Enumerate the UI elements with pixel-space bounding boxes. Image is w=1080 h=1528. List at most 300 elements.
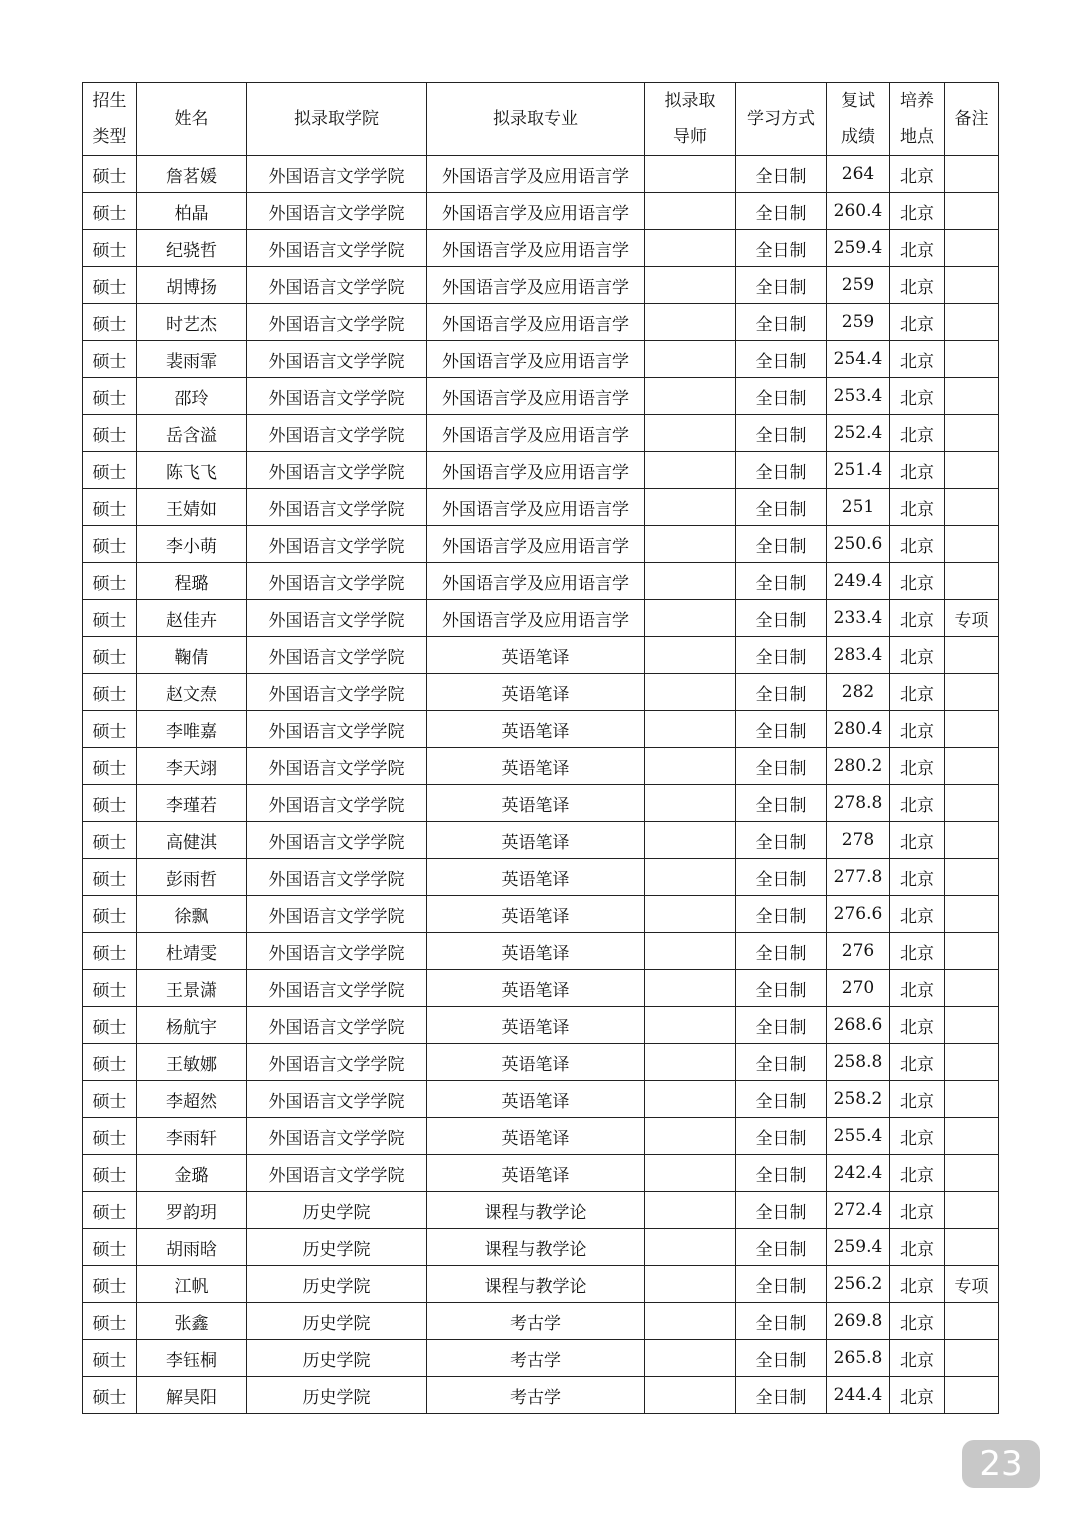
cell-type: 硕士 [83, 526, 137, 563]
cell-college: 历史学院 [247, 1340, 427, 1377]
cell-college: 历史学院 [247, 1303, 427, 1340]
cell-advisor [645, 1081, 736, 1118]
cell-score: 264 [827, 156, 890, 193]
cell-advisor [645, 193, 736, 230]
cell-mode: 全日制 [736, 563, 827, 600]
table-row [83, 489, 999, 526]
cell-major: 外国语言学及应用语言学 [427, 156, 645, 193]
cell-location: 北京 [890, 1192, 945, 1229]
cell-mode: 全日制 [736, 896, 827, 933]
cell-score: 256.2 [827, 1266, 890, 1303]
cell-major: 课程与教学论 [427, 1192, 645, 1229]
table-row [83, 415, 999, 452]
table-row [83, 1118, 999, 1155]
cell-score: 255.4 [827, 1118, 890, 1155]
cell-score: 259 [827, 304, 890, 341]
cell-name: 胡雨晗 [137, 1229, 247, 1266]
cell-score: 258.2 [827, 1081, 890, 1118]
cell-score: 252.4 [827, 415, 890, 452]
cell-name: 鞠倩 [137, 637, 247, 674]
cell-location: 北京 [890, 1229, 945, 1266]
cell-name: 李唯嘉 [137, 711, 247, 748]
cell-advisor [645, 600, 736, 637]
cell-name: 詹茗媛 [137, 156, 247, 193]
column-header-college: 拟录取学院 [247, 83, 427, 156]
table-row [83, 1266, 999, 1303]
cell-note [945, 822, 999, 859]
cell-type: 硕士 [83, 859, 137, 896]
cell-note [945, 674, 999, 711]
cell-mode: 全日制 [736, 193, 827, 230]
cell-major: 外国语言学及应用语言学 [427, 378, 645, 415]
cell-advisor [645, 341, 736, 378]
cell-mode: 全日制 [736, 1192, 827, 1229]
cell-college: 外国语言文学学院 [247, 822, 427, 859]
cell-major: 外国语言学及应用语言学 [427, 600, 645, 637]
cell-mode: 全日制 [736, 785, 827, 822]
page-number: 23 [979, 1444, 1023, 1484]
cell-note [945, 1044, 999, 1081]
cell-advisor [645, 1340, 736, 1377]
table-row [83, 637, 999, 674]
column-header-name: 姓名 [137, 83, 247, 156]
cell-major: 外国语言学及应用语言学 [427, 193, 645, 230]
table-row [83, 1303, 999, 1340]
cell-score: 280.2 [827, 748, 890, 785]
cell-college: 历史学院 [247, 1229, 427, 1266]
cell-college: 外国语言文学学院 [247, 378, 427, 415]
cell-advisor [645, 859, 736, 896]
cell-major: 英语笔译 [427, 859, 645, 896]
table-row [83, 822, 999, 859]
cell-location: 北京 [890, 563, 945, 600]
cell-note [945, 785, 999, 822]
cell-major: 英语笔译 [427, 970, 645, 1007]
cell-note [945, 563, 999, 600]
cell-mode: 全日制 [736, 674, 827, 711]
cell-location: 北京 [890, 748, 945, 785]
cell-type: 硕士 [83, 1118, 137, 1155]
cell-college: 外国语言文学学院 [247, 563, 427, 600]
column-header-type: 招生 类型 [83, 83, 137, 156]
cell-note [945, 1377, 999, 1414]
cell-advisor [645, 489, 736, 526]
cell-type: 硕士 [83, 341, 137, 378]
cell-advisor [645, 415, 736, 452]
cell-location: 北京 [890, 526, 945, 563]
cell-score: 272.4 [827, 1192, 890, 1229]
cell-major: 英语笔译 [427, 822, 645, 859]
cell-major: 英语笔译 [427, 674, 645, 711]
cell-college: 外国语言文学学院 [247, 711, 427, 748]
cell-advisor [645, 563, 736, 600]
cell-advisor [645, 1229, 736, 1266]
cell-name: 王敏娜 [137, 1044, 247, 1081]
cell-advisor [645, 748, 736, 785]
table-row [83, 600, 999, 637]
cell-note [945, 637, 999, 674]
cell-college: 外国语言文学学院 [247, 267, 427, 304]
cell-score: 249.4 [827, 563, 890, 600]
cell-note [945, 415, 999, 452]
cell-note [945, 1303, 999, 1340]
cell-college: 外国语言文学学院 [247, 1155, 427, 1192]
cell-score: 254.4 [827, 341, 890, 378]
cell-college: 外国语言文学学院 [247, 970, 427, 1007]
cell-college: 外国语言文学学院 [247, 637, 427, 674]
cell-college: 外国语言文学学院 [247, 156, 427, 193]
cell-type: 硕士 [83, 1340, 137, 1377]
cell-college: 外国语言文学学院 [247, 304, 427, 341]
cell-advisor [645, 822, 736, 859]
cell-score: 268.6 [827, 1007, 890, 1044]
table-row [83, 452, 999, 489]
table-row [83, 156, 999, 193]
cell-note [945, 933, 999, 970]
cell-major: 英语笔译 [427, 1007, 645, 1044]
cell-name: 王婧如 [137, 489, 247, 526]
cell-type: 硕士 [83, 304, 137, 341]
cell-mode: 全日制 [736, 378, 827, 415]
cell-college: 外国语言文学学院 [247, 415, 427, 452]
cell-location: 北京 [890, 415, 945, 452]
cell-name: 时艺杰 [137, 304, 247, 341]
cell-mode: 全日制 [736, 526, 827, 563]
cell-note [945, 711, 999, 748]
cell-note [945, 452, 999, 489]
cell-major: 英语笔译 [427, 1118, 645, 1155]
cell-type: 硕士 [83, 748, 137, 785]
cell-college: 外国语言文学学院 [247, 489, 427, 526]
cell-mode: 全日制 [736, 304, 827, 341]
cell-mode: 全日制 [736, 970, 827, 1007]
cell-score: 280.4 [827, 711, 890, 748]
cell-location: 北京 [890, 674, 945, 711]
cell-name: 徐飘 [137, 896, 247, 933]
cell-name: 杨航宇 [137, 1007, 247, 1044]
cell-name: 彭雨哲 [137, 859, 247, 896]
cell-advisor [645, 230, 736, 267]
cell-note [945, 193, 999, 230]
cell-major: 英语笔译 [427, 1044, 645, 1081]
cell-score: 250.6 [827, 526, 890, 563]
cell-mode: 全日制 [736, 859, 827, 896]
cell-note [945, 156, 999, 193]
table-row [83, 1340, 999, 1377]
table-row [83, 341, 999, 378]
cell-note [945, 1192, 999, 1229]
cell-type: 硕士 [83, 1303, 137, 1340]
cell-major: 外国语言学及应用语言学 [427, 341, 645, 378]
cell-major: 外国语言学及应用语言学 [427, 304, 645, 341]
cell-location: 北京 [890, 267, 945, 304]
cell-college: 外国语言文学学院 [247, 1081, 427, 1118]
cell-score: 278.8 [827, 785, 890, 822]
cell-score: 269.8 [827, 1303, 890, 1340]
cell-location: 北京 [890, 1377, 945, 1414]
column-header-advisor: 拟录取 导师 [645, 83, 736, 156]
cell-name: 纪骁哲 [137, 230, 247, 267]
column-header-location: 培养 地点 [890, 83, 945, 156]
cell-type: 硕士 [83, 711, 137, 748]
cell-mode: 全日制 [736, 711, 827, 748]
cell-type: 硕士 [83, 230, 137, 267]
cell-advisor [645, 711, 736, 748]
cell-mode: 全日制 [736, 341, 827, 378]
cell-note [945, 1007, 999, 1044]
cell-name: 李钰桐 [137, 1340, 247, 1377]
cell-major: 外国语言学及应用语言学 [427, 267, 645, 304]
cell-major: 英语笔译 [427, 1081, 645, 1118]
cell-note [945, 1340, 999, 1377]
cell-score: 244.4 [827, 1377, 890, 1414]
cell-location: 北京 [890, 637, 945, 674]
cell-score: 276 [827, 933, 890, 970]
cell-major: 英语笔译 [427, 1155, 645, 1192]
cell-type: 硕士 [83, 933, 137, 970]
cell-name: 赵佳卉 [137, 600, 247, 637]
cell-score: 265.8 [827, 1340, 890, 1377]
cell-mode: 全日制 [736, 1377, 827, 1414]
cell-location: 北京 [890, 1118, 945, 1155]
cell-mode: 全日制 [736, 1155, 827, 1192]
cell-location: 北京 [890, 933, 945, 970]
cell-mode: 全日制 [736, 822, 827, 859]
table-row [83, 896, 999, 933]
cell-name: 柏晶 [137, 193, 247, 230]
cell-mode: 全日制 [736, 1340, 827, 1377]
cell-location: 北京 [890, 378, 945, 415]
cell-note [945, 230, 999, 267]
table-row [83, 1229, 999, 1266]
cell-mode: 全日制 [736, 1303, 827, 1340]
cell-college: 外国语言文学学院 [247, 1007, 427, 1044]
table-row [83, 1377, 999, 1414]
cell-type: 硕士 [83, 1044, 137, 1081]
cell-major: 考古学 [427, 1377, 645, 1414]
column-header-note: 备注 [945, 83, 999, 156]
cell-type: 硕士 [83, 1007, 137, 1044]
cell-advisor [645, 637, 736, 674]
cell-note [945, 1155, 999, 1192]
cell-college: 外国语言文学学院 [247, 859, 427, 896]
cell-score: 259.4 [827, 1229, 890, 1266]
cell-type: 硕士 [83, 1192, 137, 1229]
cell-advisor [645, 1155, 736, 1192]
cell-type: 硕士 [83, 822, 137, 859]
cell-location: 北京 [890, 1007, 945, 1044]
cell-mode: 全日制 [736, 1081, 827, 1118]
cell-score: 259.4 [827, 230, 890, 267]
table-body [83, 156, 999, 1414]
cell-score: 258.8 [827, 1044, 890, 1081]
cell-location: 北京 [890, 230, 945, 267]
cell-score: 260.4 [827, 193, 890, 230]
cell-name: 李雨轩 [137, 1118, 247, 1155]
cell-note [945, 267, 999, 304]
cell-name: 李超然 [137, 1081, 247, 1118]
cell-score: 253.4 [827, 378, 890, 415]
cell-name: 赵文焘 [137, 674, 247, 711]
cell-mode: 全日制 [736, 1118, 827, 1155]
table-row [83, 1192, 999, 1229]
cell-note [945, 970, 999, 1007]
cell-college: 历史学院 [247, 1192, 427, 1229]
column-header-mode: 学习方式 [736, 83, 827, 156]
cell-advisor [645, 674, 736, 711]
cell-type: 硕士 [83, 674, 137, 711]
cell-name: 高健淇 [137, 822, 247, 859]
cell-score: 259 [827, 267, 890, 304]
cell-type: 硕士 [83, 452, 137, 489]
cell-note: 专项 [945, 1266, 999, 1303]
cell-college: 外国语言文学学院 [247, 674, 427, 711]
cell-location: 北京 [890, 304, 945, 341]
cell-type: 硕士 [83, 156, 137, 193]
column-header-major: 拟录取专业 [427, 83, 645, 156]
cell-advisor [645, 896, 736, 933]
cell-mode: 全日制 [736, 415, 827, 452]
table-header-row [83, 83, 999, 156]
cell-type: 硕士 [83, 193, 137, 230]
cell-note [945, 378, 999, 415]
cell-score: 277.8 [827, 859, 890, 896]
cell-mode: 全日制 [736, 1229, 827, 1266]
cell-location: 北京 [890, 785, 945, 822]
cell-major: 英语笔译 [427, 748, 645, 785]
cell-type: 硕士 [83, 489, 137, 526]
cell-mode: 全日制 [736, 156, 827, 193]
cell-location: 北京 [890, 600, 945, 637]
cell-name: 胡博扬 [137, 267, 247, 304]
cell-college: 外国语言文学学院 [247, 933, 427, 970]
cell-college: 外国语言文学学院 [247, 600, 427, 637]
cell-score: 282 [827, 674, 890, 711]
cell-major: 考古学 [427, 1303, 645, 1340]
table-row [83, 193, 999, 230]
admission-table [82, 82, 999, 1414]
table-row [83, 1081, 999, 1118]
table-row [83, 230, 999, 267]
cell-location: 北京 [890, 896, 945, 933]
cell-advisor [645, 267, 736, 304]
cell-mode: 全日制 [736, 600, 827, 637]
cell-type: 硕士 [83, 415, 137, 452]
cell-note: 专项 [945, 600, 999, 637]
cell-score: 278 [827, 822, 890, 859]
cell-type: 硕士 [83, 1229, 137, 1266]
cell-college: 外国语言文学学院 [247, 230, 427, 267]
cell-mode: 全日制 [736, 1266, 827, 1303]
cell-location: 北京 [890, 822, 945, 859]
cell-score: 251.4 [827, 452, 890, 489]
cell-name: 邵玲 [137, 378, 247, 415]
table-row [83, 1155, 999, 1192]
column-header-score: 复试 成绩 [827, 83, 890, 156]
cell-type: 硕士 [83, 1081, 137, 1118]
cell-note [945, 896, 999, 933]
cell-location: 北京 [890, 970, 945, 1007]
cell-college: 历史学院 [247, 1266, 427, 1303]
cell-name: 裴雨霏 [137, 341, 247, 378]
cell-name: 李瑾若 [137, 785, 247, 822]
cell-type: 硕士 [83, 637, 137, 674]
cell-type: 硕士 [83, 378, 137, 415]
cell-major: 英语笔译 [427, 637, 645, 674]
cell-mode: 全日制 [736, 1007, 827, 1044]
cell-score: 251 [827, 489, 890, 526]
cell-name: 金璐 [137, 1155, 247, 1192]
cell-advisor [645, 1303, 736, 1340]
cell-note [945, 304, 999, 341]
cell-advisor [645, 1266, 736, 1303]
cell-type: 硕士 [83, 785, 137, 822]
table-row [83, 304, 999, 341]
cell-college: 外国语言文学学院 [247, 785, 427, 822]
cell-name: 李小萌 [137, 526, 247, 563]
cell-college: 外国语言文学学院 [247, 341, 427, 378]
table-row [83, 785, 999, 822]
cell-college: 外国语言文学学院 [247, 526, 427, 563]
cell-name: 解昊阳 [137, 1377, 247, 1414]
cell-advisor [645, 970, 736, 1007]
cell-type: 硕士 [83, 1377, 137, 1414]
table-row [83, 526, 999, 563]
cell-note [945, 748, 999, 785]
cell-location: 北京 [890, 452, 945, 489]
cell-college: 外国语言文学学院 [247, 452, 427, 489]
cell-name: 岳含溢 [137, 415, 247, 452]
table-row [83, 1007, 999, 1044]
cell-advisor [645, 1377, 736, 1414]
cell-type: 硕士 [83, 896, 137, 933]
table-row [83, 1044, 999, 1081]
cell-mode: 全日制 [736, 933, 827, 970]
cell-name: 陈飞飞 [137, 452, 247, 489]
cell-name: 张鑫 [137, 1303, 247, 1340]
cell-name: 程璐 [137, 563, 247, 600]
cell-advisor [645, 156, 736, 193]
table-row [83, 674, 999, 711]
cell-name: 王景潇 [137, 970, 247, 1007]
cell-major: 外国语言学及应用语言学 [427, 230, 645, 267]
cell-name: 李天翊 [137, 748, 247, 785]
cell-note [945, 1118, 999, 1155]
cell-name: 罗韵玥 [137, 1192, 247, 1229]
cell-score: 242.4 [827, 1155, 890, 1192]
cell-note [945, 1229, 999, 1266]
table-row [83, 748, 999, 785]
cell-major: 外国语言学及应用语言学 [427, 452, 645, 489]
table-row [83, 378, 999, 415]
cell-major: 外国语言学及应用语言学 [427, 526, 645, 563]
cell-advisor [645, 452, 736, 489]
cell-advisor [645, 304, 736, 341]
cell-mode: 全日制 [736, 748, 827, 785]
cell-location: 北京 [890, 1266, 945, 1303]
cell-advisor [645, 1044, 736, 1081]
table-row [83, 970, 999, 1007]
cell-advisor [645, 1118, 736, 1155]
cell-college: 历史学院 [247, 1377, 427, 1414]
cell-note [945, 341, 999, 378]
cell-college: 外国语言文学学院 [247, 748, 427, 785]
cell-name: 江帆 [137, 1266, 247, 1303]
cell-advisor [645, 1007, 736, 1044]
cell-advisor [645, 1192, 736, 1229]
table-row [83, 933, 999, 970]
cell-location: 北京 [890, 1044, 945, 1081]
